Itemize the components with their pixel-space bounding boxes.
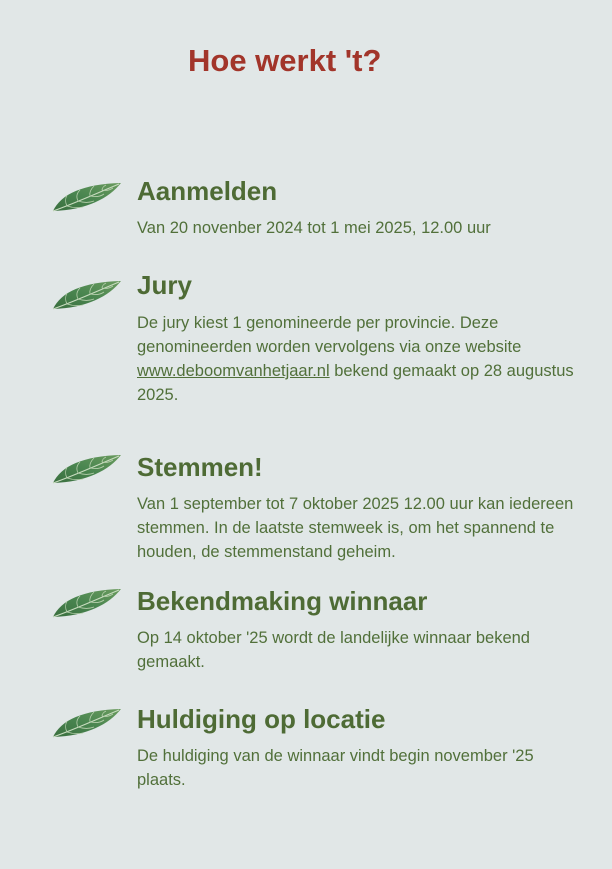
leaf-icon xyxy=(51,180,123,214)
step-heading: Bekendmaking winnaar xyxy=(137,586,428,616)
leaf-icon xyxy=(51,278,123,312)
step-heading: Stemmen! xyxy=(137,452,263,482)
step-text: De huldiging van de winnaar vindt begin november '25 plaats. xyxy=(137,747,534,789)
step-text-part: De jury kiest 1 genomineerde per provincie. Deze genomineerden worden vervolgens via onze website xyxy=(137,314,522,356)
step-text-part: bekend gemaakt op 28 augustus 2025. xyxy=(137,362,574,404)
leaf-icon xyxy=(51,706,123,740)
step-text: Op 14 oktober '25 wordt de landelijke winnaar bekend gemaakt. xyxy=(137,629,530,671)
step-text xyxy=(137,311,582,407)
leaf-icon xyxy=(51,452,123,486)
leaf-icon xyxy=(51,586,123,620)
step-text: Van 1 september tot 7 oktober 2025 12.00 uur kan iedereen stemmen. In de laatste stemweek is, om het spannend te houden, de stemmenstand geheim. xyxy=(137,495,574,561)
step-text: Van 20 novenber 2024 tot 1 mei 2025, 12.00 uur xyxy=(137,219,491,237)
page-title: Hoe werkt 't? xyxy=(188,43,382,78)
website-link[interactable]: www.deboomvanhetjaar.nl xyxy=(137,362,330,380)
step-heading: Huldiging op locatie xyxy=(137,704,386,734)
step-heading: Aanmelden xyxy=(137,176,278,206)
step-heading: Jury xyxy=(137,270,192,300)
